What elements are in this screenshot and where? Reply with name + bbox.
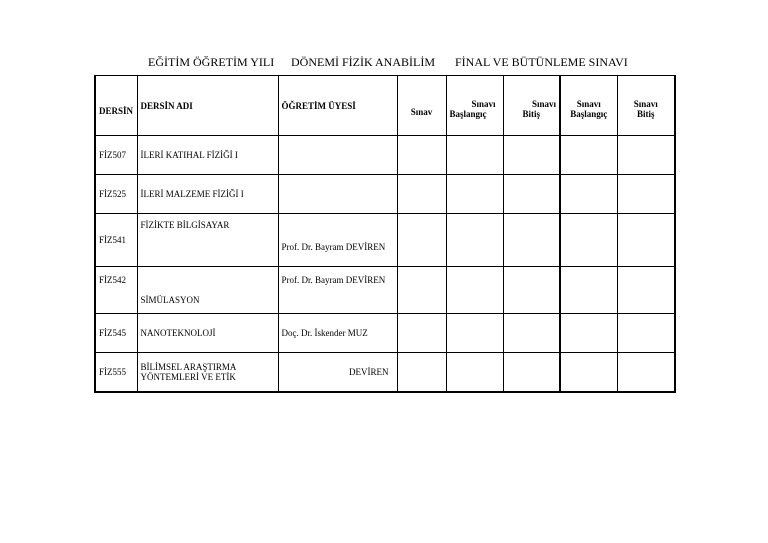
makeup-start-cell [560, 175, 617, 214]
course-code: FİZ541 [95, 214, 137, 267]
course-name: FİZİKTE BİLGİSAYAR [137, 214, 278, 267]
term-department-title: DÖNEMİ FİZİK ANABİLİM [291, 55, 435, 69]
makeup-start-cell [560, 214, 617, 267]
exam-start-cell [446, 267, 503, 314]
exam-end-cell [503, 175, 560, 214]
course-instructor: Prof. Dr. Bayram DEVİREN [278, 267, 397, 314]
course-code: FİZ507 [95, 136, 137, 175]
makeup-start-line1: Sınavı [576, 98, 601, 109]
col-header-exam-end [503, 76, 560, 136]
exam-cell [397, 175, 446, 214]
col-header-exam-start [446, 76, 503, 136]
table-row [95, 214, 675, 267]
course-name: SİMÜLASYON [137, 267, 278, 314]
exam-schedule-table [94, 75, 676, 393]
exam-cell [397, 353, 446, 393]
makeup-end-cell [617, 175, 675, 214]
course-code: FİZ525 [95, 175, 137, 214]
table-row [95, 267, 675, 314]
course-name-line1: BİLİMSEL ARAŞTIRMA [140, 362, 237, 372]
exam-end-cell [503, 314, 560, 353]
table-row [95, 136, 675, 175]
makeup-start-cell [560, 353, 617, 393]
course-name-line2: YÖNTEMLERİ VE ETİK [140, 372, 236, 382]
makeup-end-cell [617, 314, 675, 353]
makeup-end-line1: Sınavı [633, 98, 658, 109]
course-instructor [278, 175, 397, 214]
exam-cell [397, 214, 446, 267]
makeup-start-line2: Başlangıç [570, 108, 608, 119]
makeup-end-line2: Bitiş [636, 108, 655, 119]
exam-start-cell [446, 214, 503, 267]
makeup-start-cell [560, 314, 617, 353]
col-header-exam: Sınav [397, 76, 446, 136]
course-instructor: Prof. Dr. Bayram DEVİREN [278, 214, 397, 267]
makeup-end-cell [617, 267, 675, 314]
makeup-start-cell [560, 267, 617, 314]
makeup-end-cell [617, 353, 675, 393]
table-header-row [95, 76, 675, 136]
course-code: FİZ545 [95, 314, 137, 353]
academic-year-title: EĞİTİM ÖĞRETİM YILI [148, 55, 275, 69]
col-header-instructor: ÖĞRETİM ÜYESİ [278, 76, 397, 136]
exam-start-line2: Başlangıç [449, 108, 487, 119]
exam-cell [397, 136, 446, 175]
exam-type-title: FİNAL VE BÜTÜNLEME SINAVI [455, 55, 628, 69]
course-name: NANOTEKNOLOJİ [137, 314, 278, 353]
course-instructor: DEVİREN [278, 353, 397, 393]
exam-start-cell [446, 136, 503, 175]
course-name: İLERİ MALZEME FİZİĞİ I [137, 175, 278, 214]
exam-start-line1: Sınavı [471, 98, 496, 109]
makeup-end-cell [617, 214, 675, 267]
exam-end-cell [503, 136, 560, 175]
makeup-start-cell [560, 136, 617, 175]
exam-start-cell [446, 314, 503, 353]
col-header-code: DERSİN [95, 76, 137, 136]
course-name: İLERİ KATIHAL FİZİĞİ I [137, 136, 278, 175]
course-instructor [278, 136, 397, 175]
table-row [95, 314, 675, 353]
exam-cell [397, 314, 446, 353]
course-instructor: Doç. Dr. İskender MUZ [278, 314, 397, 353]
table-row [95, 353, 675, 393]
col-header-makeup-end [617, 76, 675, 136]
col-header-name: DERSİN ADI [137, 76, 278, 136]
exam-start-cell [446, 175, 503, 214]
exam-cell [397, 267, 446, 314]
exam-end-line1: Sınavı [531, 98, 556, 109]
exam-end-line2: Bitiş [522, 108, 541, 119]
course-code: FİZ555 [95, 353, 137, 393]
exam-end-cell [503, 353, 560, 393]
exam-end-cell [503, 267, 560, 314]
course-name [137, 353, 278, 393]
exam-start-cell [446, 353, 503, 393]
exam-end-cell [503, 214, 560, 267]
course-code: FİZ542 [95, 267, 137, 314]
makeup-end-cell [617, 136, 675, 175]
table-row [95, 175, 675, 214]
col-header-makeup-start [560, 76, 617, 136]
